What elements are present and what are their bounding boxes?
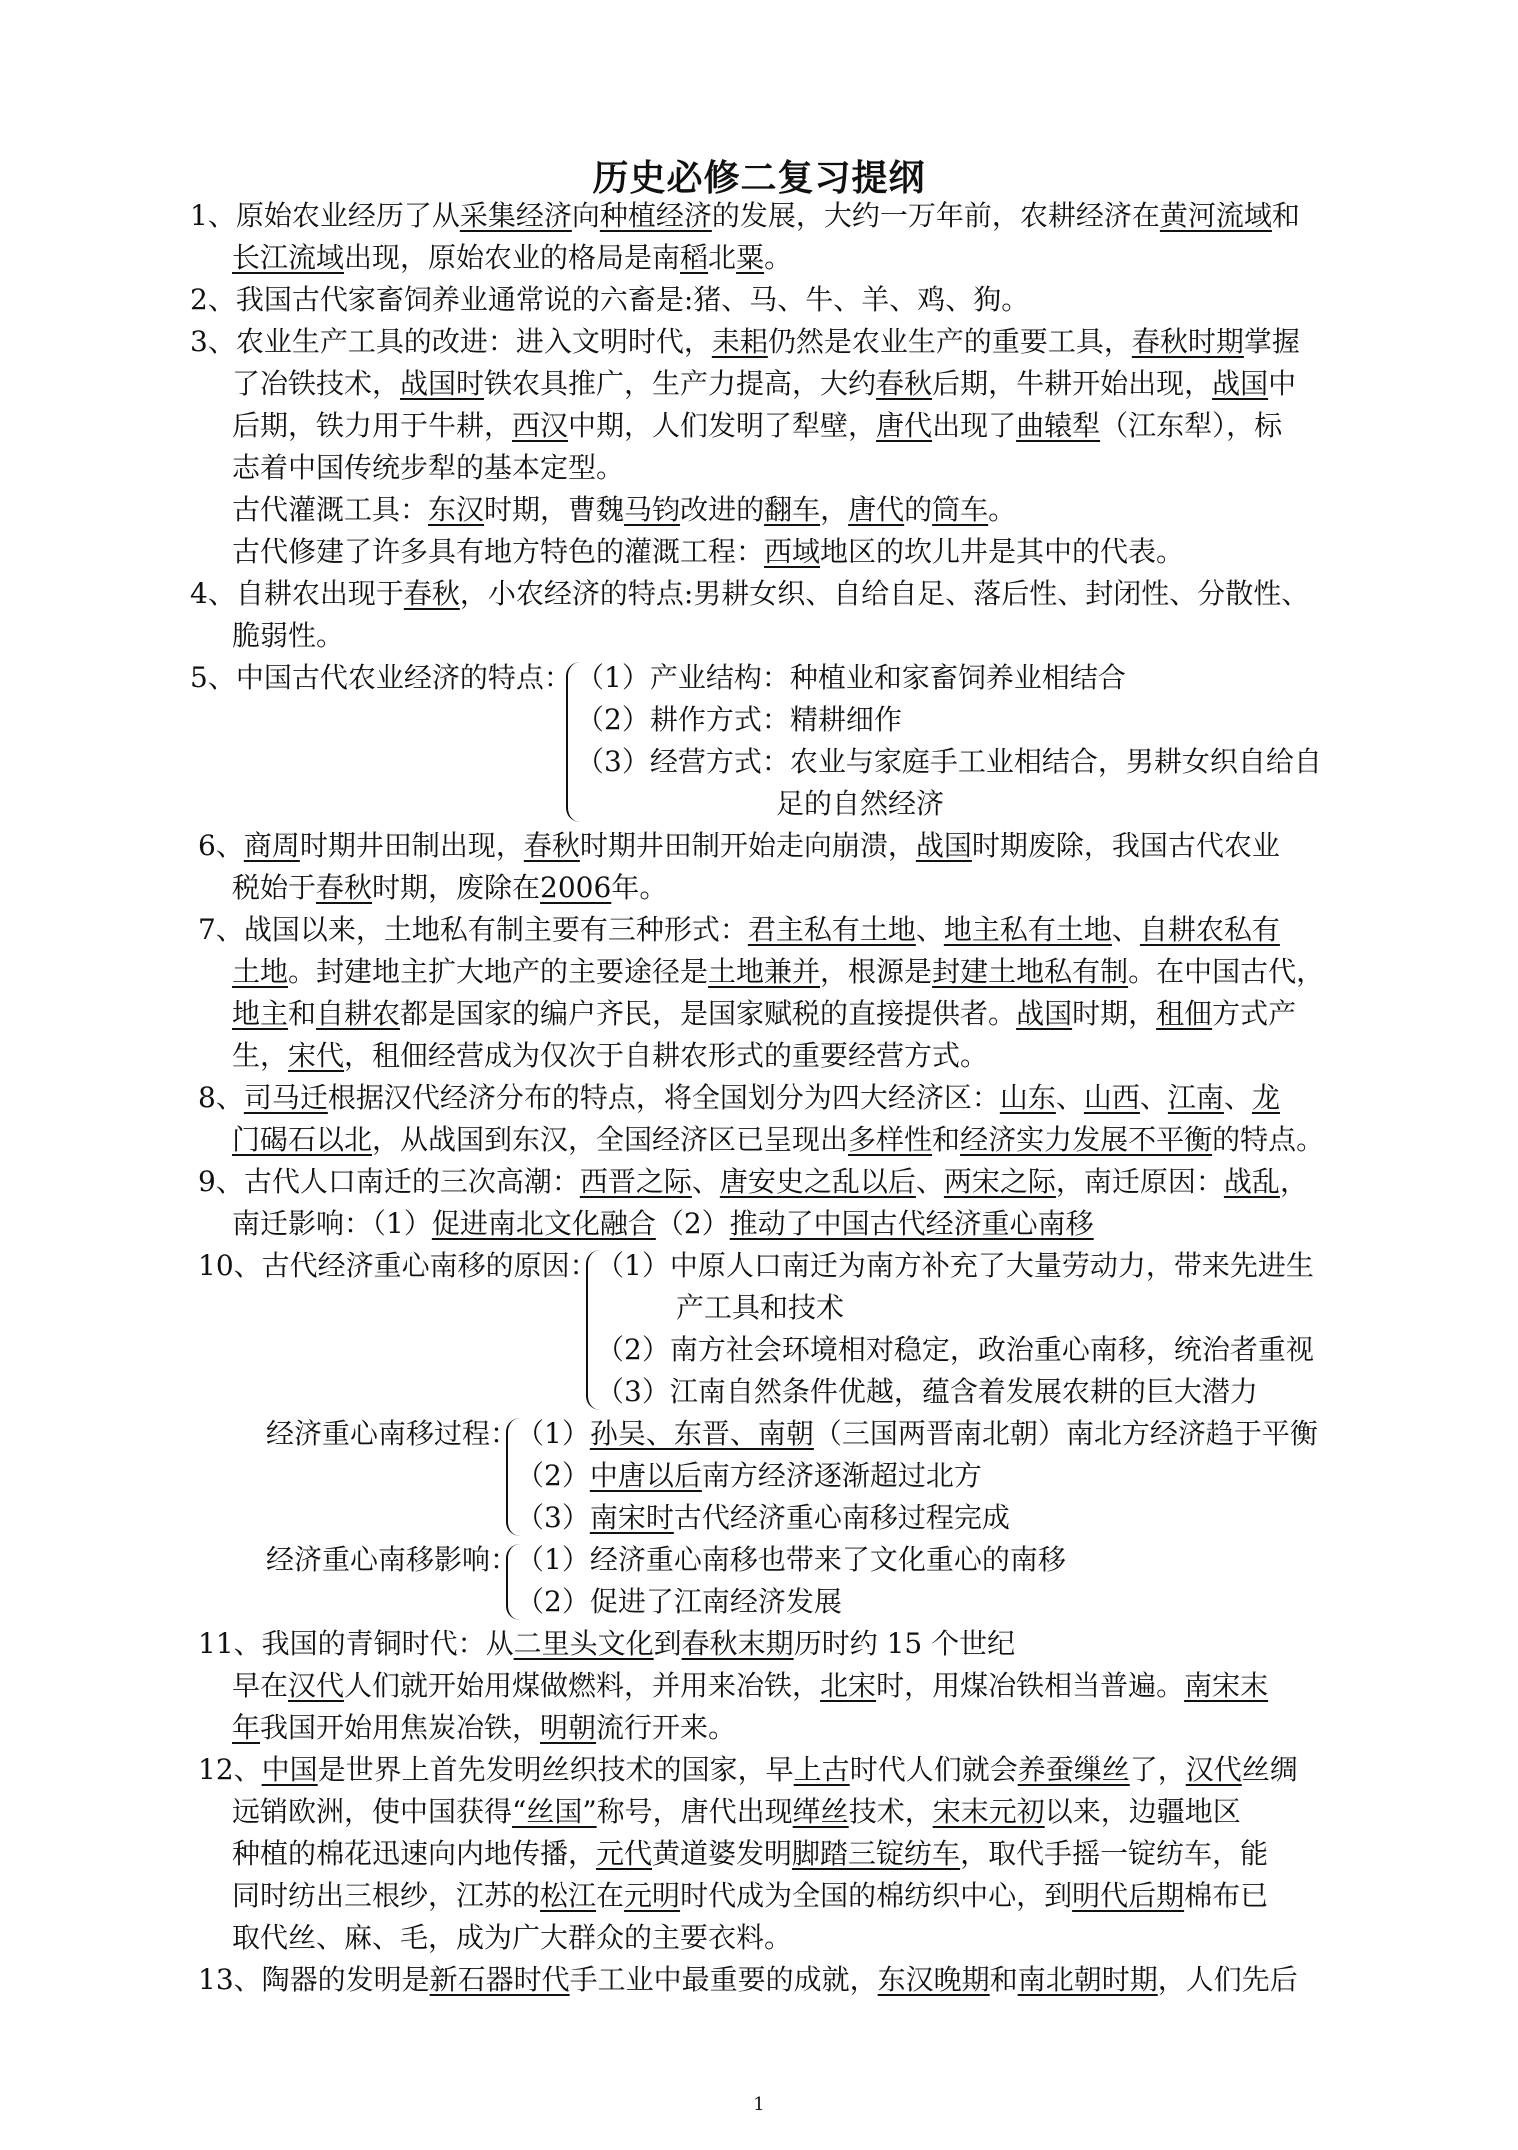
text-segment: 流行开来。: [596, 1711, 737, 1744]
text-segment: 3、农业生产工具的改进：进入文明时代，: [190, 325, 712, 358]
text-line: [232, 448, 624, 488]
text-segment: 和: [1271, 199, 1300, 232]
text-line: [198, 1624, 1015, 1664]
text-segment: 、: [1055, 1081, 1084, 1114]
underlined-term: 南北朝时期: [1017, 1963, 1158, 1996]
text-line: [232, 1918, 792, 1958]
underlined-term: 孙吴、东晋、南朝: [589, 1417, 814, 1450]
text-line: [198, 1078, 1280, 1118]
text-segment: 手工业中最重要的成就，: [569, 1963, 878, 1996]
text-segment: 南方经济逐渐超过北方: [701, 1459, 982, 1492]
text-line: [190, 280, 1029, 320]
underlined-term: 明朝: [540, 1711, 597, 1744]
underlined-term: 元明: [624, 1879, 681, 1912]
underlined-term: 上古: [793, 1753, 850, 1786]
text-line: [576, 658, 1126, 698]
text-segment: 南迁影响：（1）: [232, 1207, 432, 1240]
text-line: [676, 1288, 844, 1328]
text-segment: 时期井田制出现，: [299, 829, 524, 862]
underlined-term: 北宋: [820, 1669, 877, 1702]
text-segment: 7、战国以来，土地私有制主要有三种形式：: [198, 913, 748, 946]
text-segment: 人们就开始用煤做燃料，并用来冶铁，: [344, 1669, 821, 1702]
text-line: [516, 1582, 842, 1622]
text-segment: 时，用煤冶铁相当普遍。: [876, 1669, 1185, 1702]
text-line: [232, 1792, 1241, 1832]
text-line: [596, 1372, 1258, 1412]
text-segment: 11、我国的青铜时代：从: [198, 1627, 514, 1660]
text-segment: 古代修建了许多具有地方特色的灌溉工程：: [232, 535, 765, 568]
text-segment: 取代丝、麻、毛，成为广大群众的主要衣料。: [232, 1921, 793, 1954]
text-line: [190, 574, 1309, 614]
text-line: [198, 826, 1280, 866]
underlined-term: 粟: [736, 241, 765, 274]
text-segment: 以来，边疆地区: [1044, 1795, 1241, 1828]
text-segment: ，南迁原因：: [1055, 1165, 1224, 1198]
underlined-term: 战国: [1016, 997, 1073, 1030]
underlined-term: 年: [232, 1711, 261, 1744]
text-segment: （江东犁），标: [1100, 409, 1283, 442]
text-segment: 历时约 15 个世纪: [793, 1627, 1016, 1660]
text-segment: 同时纺出三根纱，江苏的: [232, 1879, 541, 1912]
text-segment: 时代成为全国的棉纺织中心，到: [680, 1879, 1073, 1912]
underlined-term: 司马迁: [243, 1081, 328, 1114]
text-line: [232, 1876, 1268, 1916]
text-line: [198, 1246, 598, 1286]
text-segment: （3）经营方式：农业与家庭手工业相结合，男耕女织自给自: [576, 745, 1322, 778]
underlined-term: 明代后期: [1072, 1879, 1185, 1912]
text-segment: 13、陶器的发明是: [198, 1963, 430, 1996]
underlined-term: 养蚕缫丝: [1017, 1753, 1130, 1786]
document-title: 历史必修二复习提纲: [592, 157, 926, 199]
underlined-term: 江南: [1167, 1081, 1224, 1114]
underlined-term: 春秋: [876, 367, 933, 400]
brace-item-10-process: [506, 1418, 522, 1536]
underlined-term: 土地: [232, 955, 289, 988]
text-segment: ，取代手摇一锭纺车，能: [960, 1837, 1269, 1870]
text-segment: 到: [653, 1627, 682, 1660]
text-segment: 时代人们就会: [849, 1753, 1018, 1786]
brace-item-10-causes: [586, 1250, 602, 1410]
underlined-term: 南宋末: [1184, 1669, 1269, 1702]
text-segment: ，租佃经营成为仅次于自耕农形式的重要经营方式。: [344, 1039, 989, 1072]
underlined-term: 经济实力发展不平衡: [960, 1123, 1213, 1156]
text-segment: 铁农具推广，生产力提高，大约: [484, 367, 877, 400]
underlined-term: 战乱: [1223, 1165, 1280, 1198]
underlined-term: 龙: [1251, 1081, 1280, 1114]
text-segment: 仍然是农业生产的重要工具，: [767, 325, 1132, 358]
underlined-term: 种植经济: [599, 199, 712, 232]
text-line: [198, 1960, 1298, 2000]
text-segment: （2）: [655, 1207, 730, 1240]
text-segment: 都是国家的编户齐民，是国家赋税的直接提供者。: [400, 997, 1017, 1030]
text-segment: ，: [1279, 1165, 1308, 1198]
text-line: [190, 322, 1300, 362]
text-segment: 了冶铁技术，: [232, 367, 401, 400]
text-segment: 古代经济重心南移过程完成: [673, 1501, 1010, 1534]
underlined-term: 唐代: [848, 493, 905, 526]
underlined-term: 春秋: [316, 871, 373, 904]
text-line: [232, 1204, 1094, 1244]
text-segment: 2、我国古代家畜饲养业通常说的六畜是:猪、马、牛、羊、鸡、狗。: [190, 283, 1030, 316]
underlined-term: 二里头文化: [513, 1627, 654, 1660]
text-line: [576, 742, 1322, 782]
text-segment: ，小农经济的特点:男耕女织、自给自足、落后性、封闭性、分散性、: [459, 577, 1310, 610]
underlined-term: 筒车: [932, 493, 989, 526]
text-segment: （2）: [516, 1459, 590, 1492]
text-segment: 、: [1223, 1081, 1252, 1114]
text-segment: 中: [1268, 367, 1297, 400]
underlined-term: 地主私有土地: [943, 913, 1112, 946]
underlined-term: “丝国”: [512, 1795, 597, 1828]
brace-item-10-impact: [506, 1544, 522, 1620]
underlined-term: 宋代: [288, 1039, 345, 1072]
text-segment: 出现了: [932, 409, 1017, 442]
underlined-term: 租佃: [1156, 997, 1213, 1030]
underlined-term: 东汉: [428, 493, 485, 526]
text-segment: 了，: [1129, 1753, 1186, 1786]
text-segment: 、: [915, 913, 944, 946]
underlined-term: 宋末元初: [932, 1795, 1045, 1828]
underlined-term: 君主私有土地: [747, 913, 916, 946]
text-line: [266, 1414, 518, 1454]
text-line: [232, 616, 344, 656]
underlined-term: 新石器时代: [429, 1963, 570, 1996]
text-line: [198, 1162, 1308, 1202]
text-line: [190, 196, 1300, 236]
text-line: [776, 784, 944, 824]
text-line: [232, 868, 667, 908]
underlined-term: 耒耜: [711, 325, 768, 358]
text-segment: 和: [932, 1123, 961, 1156]
text-line: [198, 1750, 1298, 1790]
text-segment: 中期，人们发明了犁壁，: [568, 409, 877, 442]
text-segment: 。在中国古代，: [1128, 955, 1325, 988]
underlined-term: 稻: [680, 241, 709, 274]
underlined-term: 唐代: [876, 409, 933, 442]
text-line: [232, 532, 1184, 572]
text-segment: 古代灌溉工具：: [232, 493, 429, 526]
text-segment: 我国开始用焦炭冶铁，: [260, 1711, 541, 1744]
underlined-term: 封建土地私有制: [932, 955, 1129, 988]
text-segment: （2）耕作方式：精耕细作: [576, 703, 902, 736]
text-segment: 税始于: [232, 871, 317, 904]
text-segment: 6、: [198, 829, 244, 862]
text-segment: 丝绸: [1241, 1753, 1298, 1786]
text-segment: （3）江南自然条件优越，蕴含着发展农耕的巨大潜力: [596, 1375, 1258, 1408]
text-segment: 经济重心南移影响：: [266, 1543, 519, 1576]
text-segment: ，从战国到东汉，全国经济区已呈现出: [372, 1123, 849, 1156]
text-segment: 后期，铁力用于牛耕，: [232, 409, 513, 442]
text-segment: 8、: [198, 1081, 244, 1114]
text-segment: 12、: [198, 1753, 262, 1786]
text-segment: 称号，唐代出现: [596, 1795, 793, 1828]
text-segment: 志着中国传统步犁的基本定型。: [232, 451, 625, 484]
underlined-term: 西汉: [512, 409, 569, 442]
text-segment: 技术，: [848, 1795, 933, 1828]
text-line: [232, 490, 1016, 530]
text-segment: ，根源是: [820, 955, 933, 988]
underlined-term: 马钧: [624, 493, 681, 526]
brace-item-5: [566, 662, 582, 822]
text-segment: 、: [915, 1165, 944, 1198]
underlined-term: 促进南北文化融合: [431, 1207, 656, 1240]
text-segment: 足的自然经济: [776, 787, 945, 820]
text-segment: 4、自耕农出现于: [190, 577, 404, 610]
underlined-term: 黄河流域: [1159, 199, 1272, 232]
text-segment: 和: [989, 1963, 1018, 1996]
underlined-term: 中国: [261, 1753, 318, 1786]
text-segment: （2）促进了江南经济发展: [516, 1585, 842, 1618]
text-segment: 年。: [611, 871, 668, 904]
text-line: [232, 952, 1324, 992]
text-line: [516, 1498, 1010, 1538]
text-segment: 方式产: [1212, 997, 1297, 1030]
text-segment: 生，: [232, 1039, 289, 1072]
underlined-term: 曲辕犁: [1016, 409, 1101, 442]
text-line: [232, 238, 792, 278]
underlined-term: 脚踏三锭纺车: [792, 1837, 961, 1870]
text-segment: 、: [691, 1165, 720, 1198]
underlined-term: 缂丝: [792, 1795, 849, 1828]
text-line: [190, 658, 572, 698]
text-line: [516, 1414, 1318, 1454]
underlined-term: 南宋时: [589, 1501, 674, 1534]
underlined-term: 中唐以后: [589, 1459, 702, 1492]
text-line: [596, 1330, 1314, 1370]
text-line: [232, 364, 1296, 404]
underlined-term: 多样性: [848, 1123, 933, 1156]
text-line: [232, 1120, 1324, 1160]
text-segment: 早在: [232, 1669, 289, 1702]
text-segment: 出现，原始农业的格局是南: [344, 241, 681, 274]
text-line: [198, 910, 1280, 950]
underlined-term: 土地兼并: [708, 955, 821, 988]
text-segment: （1）产业结构：种植业和家畜饲养业相结合: [576, 661, 1126, 694]
text-segment: 根据汉代经济分布的特点，将全国划分为四大经济区：: [327, 1081, 1000, 1114]
text-segment: 5、中国古代农业经济的特点：: [190, 661, 572, 694]
text-segment: 的: [904, 493, 933, 526]
text-line: [516, 1540, 1066, 1580]
text-line: [232, 1666, 1268, 1706]
underlined-term: 2006: [540, 871, 612, 904]
underlined-term: 唐安史之乱以后: [719, 1165, 916, 1198]
text-segment: （3）: [516, 1501, 590, 1534]
text-segment: 的特点。: [1212, 1123, 1325, 1156]
text-segment: 10、古代经济重心南移的原因：: [198, 1249, 598, 1282]
text-segment: 。: [988, 493, 1017, 526]
underlined-term: 门碣石以北: [232, 1123, 373, 1156]
underlined-term: 采集经济: [459, 199, 572, 232]
underlined-term: 春秋: [403, 577, 460, 610]
text-segment: 是世界上首先发明丝织技术的国家，早: [317, 1753, 794, 1786]
text-segment: （三国两晋南北朝）南北方经济趋于平衡: [813, 1417, 1318, 1450]
underlined-term: 战国: [915, 829, 972, 862]
text-segment: 的发展，大约一万年前，农耕经济在: [711, 199, 1160, 232]
text-segment: （1）经济重心南移也带来了文化重心的南移: [516, 1543, 1066, 1576]
underlined-term: 两宋之际: [943, 1165, 1056, 1198]
text-segment: 改进的: [680, 493, 765, 526]
text-segment: 掌握: [1243, 325, 1300, 358]
text-segment: 在: [596, 1879, 625, 1912]
underlined-term: 长江流域: [232, 241, 345, 274]
underlined-term: 战国: [1212, 367, 1269, 400]
text-line: [576, 700, 902, 740]
underlined-term: 松江: [540, 1879, 597, 1912]
text-line: [232, 1036, 988, 1076]
underlined-term: 汉代: [1185, 1753, 1242, 1786]
text-segment: （1）: [516, 1417, 590, 1450]
text-segment: 。封建地主扩大地产的主要途径是: [288, 955, 709, 988]
underlined-term: 西晋之际: [579, 1165, 692, 1198]
text-segment: （1）中原人口南迁为南方补充了大量劳动力，带来先进生: [596, 1249, 1314, 1282]
underlined-term: 春秋时期: [1131, 325, 1244, 358]
underlined-term: 翻车: [764, 493, 821, 526]
underlined-term: 山西: [1083, 1081, 1140, 1114]
text-segment: 9、古代人口南迁的三次高潮：: [198, 1165, 580, 1198]
underlined-term: 自耕农: [316, 997, 401, 1030]
text-segment: 。: [764, 241, 793, 274]
text-line: [232, 406, 1282, 446]
text-line: [232, 1834, 1268, 1874]
underlined-term: 春秋末期: [681, 1627, 794, 1660]
text-segment: 向: [571, 199, 600, 232]
text-segment: （2）南方社会环境相对稳定，政治重心南移，统治者重视: [596, 1333, 1314, 1366]
text-segment: 北: [708, 241, 737, 274]
text-segment: 1、原始农业经历了从: [190, 199, 460, 232]
text-segment: 和: [288, 997, 317, 1030]
text-segment: 脆弱性。: [232, 619, 345, 652]
text-segment: 棉布已: [1184, 1879, 1269, 1912]
underlined-term: 东汉晚期: [877, 1963, 990, 1996]
text-segment: 地区的坎儿井是其中的代表。: [820, 535, 1185, 568]
text-line: [232, 994, 1296, 1034]
underlined-term: 推动了中国古代经济重心南移: [729, 1207, 1094, 1240]
underlined-term: 汉代: [288, 1669, 345, 1702]
underlined-term: 春秋: [523, 829, 580, 862]
underlined-term: 商周: [243, 829, 300, 862]
text-segment: 时期，: [1072, 997, 1157, 1030]
text-line: [516, 1456, 982, 1496]
text-segment: 时期，废除在: [372, 871, 541, 904]
text-segment: 、: [1111, 913, 1140, 946]
text-line: [596, 1246, 1314, 1286]
underlined-term: 自耕农私有: [1139, 913, 1280, 946]
text-line: [232, 1708, 736, 1748]
text-segment: 产工具和技术: [676, 1291, 845, 1324]
text-segment: ，: [820, 493, 849, 526]
text-segment: 、: [1139, 1081, 1168, 1114]
page-number: 1: [753, 2094, 765, 2115]
text-segment: 经济重心南移过程：: [266, 1417, 519, 1450]
text-segment: ，人们先后: [1157, 1963, 1298, 1996]
text-segment: 时期井田制开始走向崩溃，: [579, 829, 916, 862]
text-segment: 种植的棉花迅速向内地传播，: [232, 1837, 597, 1870]
underlined-term: 地主: [232, 997, 289, 1030]
underlined-term: 山东: [999, 1081, 1056, 1114]
text-segment: 后期，牛耕开始出现，: [932, 367, 1213, 400]
text-segment: 时期，曹魏: [484, 493, 625, 526]
text-line: [266, 1540, 518, 1580]
text-segment: 黄道婆发明: [652, 1837, 793, 1870]
underlined-term: 战国时: [400, 367, 485, 400]
underlined-term: 西域: [764, 535, 821, 568]
underlined-term: 元代: [596, 1837, 653, 1870]
text-segment: 远销欧洲，使中国获得: [232, 1795, 513, 1828]
text-segment: 时期废除，我国古代农业: [971, 829, 1280, 862]
